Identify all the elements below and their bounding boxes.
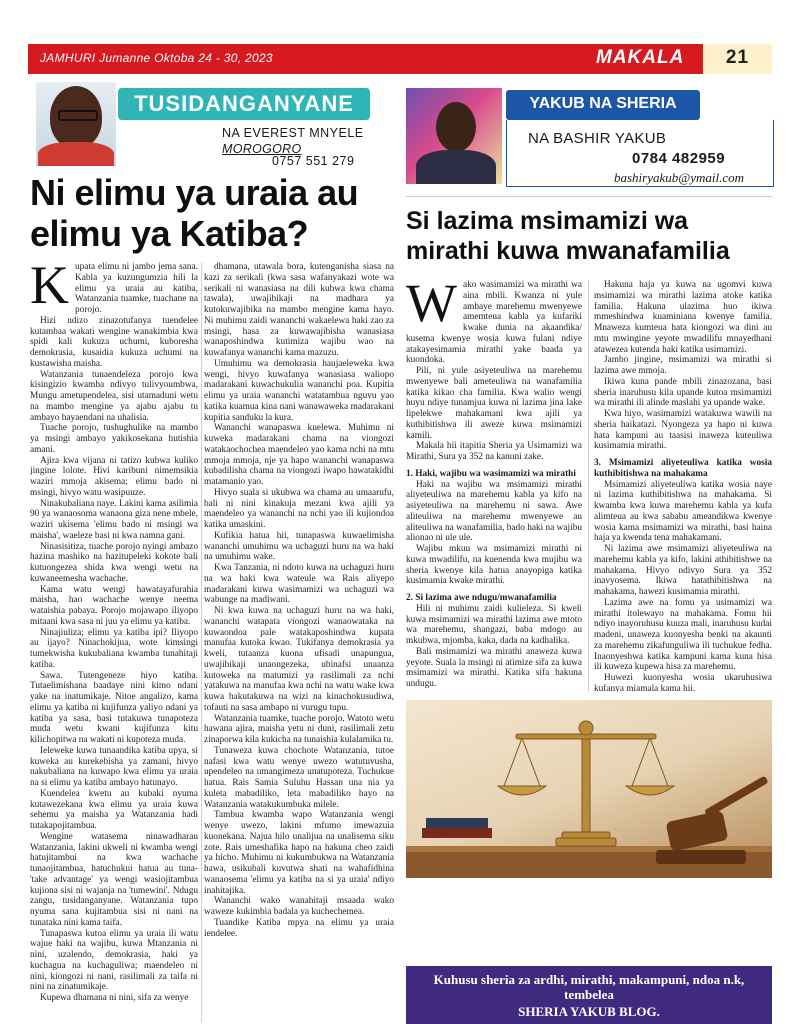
- drop-cap: W: [406, 280, 457, 333]
- paragraph: Hivyo suala si ukubwa wa chama au umaarufu, bali ni nini kinakuja mezani kwa ajili ya maendeleo ya wananchi na nchi yao ili kujiondoa katika umaskini.: [204, 487, 394, 530]
- paragraph: Ni kwa kuwa na uchaguzi huru na wa haki, wananchi watapata viongozi wanaowataka na kuwaondoa pale watakaposhindwa kupata manufaa kutoka kwao. Tukifanya demokrasia ya kweli, tutaanza kuona ufisadi unapungua, uwajibikaji unaongezeka, ubinafsi unaanza kutoweka na matumizi ya rasilimali za nchi yatakuwa na manufaa kwa nchi na watu wake kwa kuwa hakutakuwa na wizi na kinachokusudiwa, tofauti na sasa ambapo ni vurugu tupu.: [204, 606, 394, 713]
- paragraph: Hakuna haja ya kuwa na ugomvi kuwa msimamizi wa mirathi lazima atoke katika familia. Hakuna ulazima huo ikiwa mmeshindwa kuaminiana kwenye familia. Mnaweza kumteua hata kiongozi wa dini au mtu mwingine yeyote mwadilifu mnayedhani atawezea kutenda haki katika usimamizi.: [594, 280, 772, 355]
- paragraph: Huwezi kuonyesha wosia ukaruhusiwa kufanya miamala kama hii.: [594, 673, 772, 692]
- paragraph: Tambua kwamba wapo Watanzania wengi wenye uwezo, lakini mfumo imewazuia kuonekana. Najua hilo unalijua na unalisema siku zote. Rais umeshafika hapo na hakuna cheo zaidi ya hicho. Muhimu ni kukumbukwa na Watanzania hawa, usikubali kuvutwa shati na wahafidhina wanaosema 'elimu ya katiba na si ya uraia' ndiyo inahitajika.: [204, 810, 394, 896]
- paragraph: Makala hii itapitia Sheria ya Usimamizi wa Mirathi, Sura ya 352 na kanuni zake.: [406, 441, 582, 462]
- issue-meta: JAMHURI Jumanne Oktoba 24 - 30, 2023: [40, 51, 273, 65]
- paragraph: Tuandike Katiba mpya na elimu ya uraia iendelee.: [204, 917, 394, 939]
- paragraph: Kwa Tanzania, ni ndoto kuwa na uchaguzi huru na wa haki kwa wateule wa Rais aliyepo madarakani kuwa wasimamizi wa uchaguzi wa wabunge na madiwani.: [204, 563, 394, 606]
- paragraph: Wako wasimamizi wa mirathi wa aina mbili. Kwanza ni yule ambaye marehemu mwenyewe amemteua kabla ya kufariki kwake dunia na akaandika/ kusema kwenye wosia kuwa fulani ndiye atakayesimamia mirathi yake baada ya kuondoka.: [406, 280, 582, 366]
- paragraph: Msimamizi aliyeteuliwa katika wosia naye ni lazima kuthibitishwa na mahakama. Si kwamba kwa kuwa marehemu kabla ya kufa alimteua au kwa sababu ameandikwa kwenye wosia kama msimamizi wa mirathi, basi haina haja ya kwenda tena mahakamani.: [594, 479, 772, 544]
- paragraph: Kupata elimu ni jambo jema sana. Kabla ya kuzungumzia hili la elimu ya uraia au katiba, Watanzania tuamke, tuachane na porojo.: [30, 262, 198, 315]
- promo-text: Kuhusu sheria za ardhi, mirathi, makampuni, ndoa n.k, tembelea: [433, 972, 745, 1002]
- author-byline: NA EVEREST MNYELE: [222, 126, 364, 140]
- paragraph: Ninajiuliza; elimu ya katiba ipi? Iliyopo au ijayo? Ninachokijua, wote kimsingi tumekwisha kukubaliana kwamba tunahitaji katiba.: [30, 627, 198, 670]
- promo-blog-name: SHERIA YAKUB BLOG.: [518, 1004, 660, 1019]
- author-photo-everest: [36, 82, 116, 166]
- article-headline: Si lazima msimamizi wa mirathi kuwa mwanafamilia: [406, 207, 730, 265]
- author-byline: NA BASHIR YAKUB: [528, 130, 667, 147]
- section-title: MAKALA: [596, 47, 685, 68]
- column-banner-yakub-na-sheria: [506, 90, 700, 120]
- column-name: YAKUB NA SHERIA: [529, 95, 677, 112]
- paragraph: Wananchi wanapaswa kuelewa. Muhimu ni kuweka madarakani chama na viongozi watakaochochea maendeleo yao kama nchi na mtu mmoja mmoja, nje ya hapo wananchi wanapaswa kubadilisha chama na viongozi iwapo hawatakidhi matamanio yao.: [204, 423, 394, 487]
- paragraph: Hili ni muhimu zaidi kulieleza. Si kweli kuwa msimamizi wa mirathi lazima awe mtoto wa marehemu, shangazi, baba mdogo au mkubwa, mjomba, kaka, dada na kadhalika.: [406, 603, 582, 646]
- header-bar: [28, 44, 772, 74]
- paragraph: Tunaweza kuwa chochote Watanzania, tutoe nafasi kwa watu wenye uwezo watutuvusha, upendeleo na umangimeza unatupoteza. Tuchukue hatua. Rais Samia Suluhu Hassan una nia ya kuleta mabadiliko, leta mabadiliko hayo na Watanzania watakukumbuka milele.: [204, 745, 394, 810]
- paragraph: Jambo jingine, msimamizi wa mirathi si lazima awe mmoja.: [594, 355, 772, 376]
- right-article-column-1: [406, 280, 582, 692]
- paragraph: Kufikia hatua hii, tunapaswa kuwaelimisha wananchi umuhimu wa uchaguzi huru na wa haki na umuhimu wake.: [204, 530, 394, 563]
- right-article-column-2: [594, 280, 772, 692]
- page-number-box: [703, 44, 772, 74]
- paragraph: Watanzania tunaendeleza porojo kwa kisingizio kwamba ndivyo tulivyoumbwa, Mungu ametupendelea, sisi utamaduni wetu na mambo mengine ya ajabu ajabu tu ambayo hayaendani na uhalisia.: [30, 369, 198, 423]
- paragraph: Bali msimamizi wa mirathi anaweza kuwa yeyote. Suala la msingi ni atimize sifa za kuwa msimamizi wa mirathi. Katika sifa hakuna undugu.: [406, 646, 582, 689]
- left-article-column-2: [204, 262, 394, 1022]
- subheading: 1. Haki, wajibu wa wasimamizi wa mirathi: [406, 468, 576, 479]
- paragraph: Hizi ndizo zinazotufanya tuendelee kutambaa wakati wengine wanakimbia kwa spidi kali kukuza uchumi, kuboresha demokrasia, kusaidia kukuza uchumi na kustawisha maisha.: [30, 315, 198, 369]
- column-divider: [201, 262, 202, 1022]
- paragraph: Kwa hiyo, wasimamizi watakuwa wawili na sheria haikatazi. Nyongeza ya hapo ni kuwa hata kampuni au taasisi inaweza kuteuliwa kusimamia mirathi.: [594, 409, 772, 452]
- paragraph: Pili, ni yule asiyeteuliwa na marehemu mwenyewe bali ameteuliwa na wanafamilia katika kikao cha familia. Kwa walio wengi huyu ndiye tunamjua kuwa ni lazima jina lake lipelekwe mahakamani kwa ajili ya kuthibitishwa ili aweze kuwa msimamizi kamili.: [406, 366, 582, 441]
- paragraph: Ajira kwa vijana ni tatizo kubwa kuliko jingine lolote. Hivi karibuni nimemsikia waziri mmoja akisema; elimu bado ni msingi, hivyo watu wasipuuze.: [30, 455, 198, 498]
- column-divider: [588, 280, 589, 692]
- paragraph: Ninasisitiza, tuache porojo nyingi ambazo hazina mashiko na hazitupeleki kokote bali kutuongezea shida kwa wengi wetu na kuwaneemesha wachache.: [30, 541, 198, 584]
- author-photo-bashir: [406, 88, 502, 184]
- paragraph: Umuhimu wa demokrasia haujaeleweka kwa wengi, hivyo kuwafanya wanasiasa waliopo madarakani kuwachukulia wananchi poa. Kupitia elimu ya uraia wananchi watatambua nguvu yao katika kuamua kina nani wanawaweka madarakani kupitia sanduku la kura.: [204, 358, 394, 423]
- paragraph: Tunapaswa kutoa elimu ya uraia ili watu wajue haki na wajibu, kuwa Mtanzania ni nini, uzalendo, demokrasia, haki ya kuchagua na kuchaguliwa; maendeleo ni nini, kiongozi ni nani, rasilimali za taifa ni nini na zinatumikaje.: [30, 928, 198, 993]
- column-banner-tusidanganyane: [118, 88, 370, 120]
- paragraph: Ikiwa kuna pande mbili zinazozana, basi sheria inaruhusu kila upande kutoa msimamizi wa mirathi ili alinde maslahi ya upande wake.: [594, 376, 772, 409]
- paragraph: dhamana, utawala bora, kutenganisha siasa na kazi za serikali (kwa sasa wafanyakazi wote wa serikali ni wanasiasa na dili kubwa kwa chama tawala), uwajibikaji na madhara ya kutokuwajibika na mambo mengine kama hayo. Ni muhimu zaidi wananchi wakaelewa haki zao za msingi, hasa za kuwawajibisha wanasiasa wanaposhindwa kutimiza wajibu wao na kuwafanya wananchi kama mazuzu.: [204, 262, 394, 358]
- paragraph: Sawa. Tutengeneze hiyo katiba. Tutaelimishana baadaye nini kimo ndani yake na inatumikaje. Nitoe angalizo, kama elimu ya katiba ni kujifunza yaliyo ndani ya katiba ya sasa, basi tutakuwa tunapoteza muda wetu kwani kujifunza kitu kilichopitwa na wakati ni kupoteza muda.: [30, 670, 198, 745]
- paragraph: Kama watu wengi hawatayafurahia maisha, hao wachache wenye neema wataishia pabaya. Porojo mojawapo iliyopo mitaani kwa sasa ni juu ya elimu ya katiba.: [30, 584, 198, 627]
- scales-of-justice-image: [406, 700, 772, 878]
- paragraph: Lazima awe na fomu ya usimamizi wa mirathi itolewayo na mahakama. Fomu hii ndiyo inayoruhusu kuuza mali, inaruhusu kudai madeni, unaweza kuonyesha benki na akaunti za marehemu zikafunguliwa ili tuchukue fedha. Inaonyeshwa katika kampuni kama kuna hisa ili kuweza kupewa hisa za marehemu.: [594, 597, 772, 673]
- page-number: 21: [725, 47, 750, 68]
- left-article-column-1: [30, 262, 198, 1022]
- paragraph: Tuache porojo, tushughulike na mambo ya msingi ambayo yakikosekana hutishia amani.: [30, 423, 198, 455]
- paragraph: Kupewa dhamana ni nini, sifa za wenye: [40, 993, 189, 1003]
- paragraph: Watanzania tuamke, tuache porojo. Watoto wetu hawana ajira, maisha yetu ni duni, rasilimali zetu zinaporwa kila kukicha na tunaishia kulalamika tu.: [204, 713, 394, 745]
- paragraph: Ieleweke kuwa tunaandika katiba upya, si kuweka au kurekebisha ya zamani, hivyo nakubaliana na kuwapo kwa elimu ya uraia na si elimu ya katiba ambayo hatunayo.: [30, 745, 198, 788]
- author-phone: 0784 482959: [632, 150, 726, 167]
- paragraph: Kuendelea kwetu au kubaki nyuma kutawezekana kwa elimu ya uraia kuwa sehemu ya maisha ya Watanzania hadi tutakapojitambua.: [30, 788, 198, 831]
- subheading: 2. Si lazima awe ndugu/mwanafamilia: [406, 593, 557, 603]
- paragraph: Ninakubaliana naye. Lakini kama asilimia 90 ya wanaosoma wanaona giza nene mbele, waziri ukisema 'elimu bado ni msingi wa maisha', waeleze basi ni kwa namna gani.: [30, 498, 198, 541]
- paragraph: Wajibu mkuu wa msimamizi mirathi ni kuwa mwadilifu, na kuenenda kwa mujibu wa sheria kwenye kila hatua anayopiga katika kusimamia kwake mirathi.: [406, 544, 582, 587]
- column-name: TUSIDANGANYANE: [134, 91, 354, 116]
- blog-promo-banner: [406, 966, 772, 1024]
- paragraph: Haki na wajibu wa msimamizi mirathi aliyeteuliwa na marehemu kabla ya kifo na asiyeteuliwa na marehemu ni sawa. Awe aliteuliwa na marehemu mwenyewe au aliteuliwa na wanafamilia, bado haki na wajibu alionao ni ule ule.: [406, 479, 582, 544]
- paragraph: Wengine watasema ninawadharau Watanzania, lakini ukweli ni kwamba wengi hatujitambui na kwa wachache tunaojitambua, hatuchukui hatua au tuna-'take advantage' ya wengi wasiojitambua kujiona sisi ni wajanja na 'tumewini'. Ndugu zangu, tusidanganyane. Watanzania tupo nyuma sana kujitambua sisi ni nani na tunataka nini kama taifa.: [30, 831, 198, 928]
- divider: [406, 196, 772, 197]
- article-headline: Ni elimu ya uraia au elimu ya Katiba?: [30, 172, 359, 254]
- drop-cap: K: [30, 262, 69, 315]
- paragraph: Ni lazima awe msimamizi aliyeteuliwa na marehemu kabla ya kifo, lakini athibitishwe na mahakama. Hivyo ndivyo Sura ya 352 inavyosema. Ikiwa hatathibitishwa na mahakama, hawezi kusimamia mirathi.: [594, 544, 772, 597]
- paragraph: Wananchi wako wanahitaji msaada wako waweze kukimbia badala ya kuchechemea.: [204, 896, 394, 917]
- author-location: MOROGORO: [222, 142, 302, 156]
- author-phone: 0757 551 279: [272, 154, 355, 168]
- subheading: 3. Msimamizi aliyeteuliwa katika wosia kuthibitishwa na mahakama: [594, 458, 772, 479]
- author-email: bashiryakub@ymail.com: [614, 170, 745, 185]
